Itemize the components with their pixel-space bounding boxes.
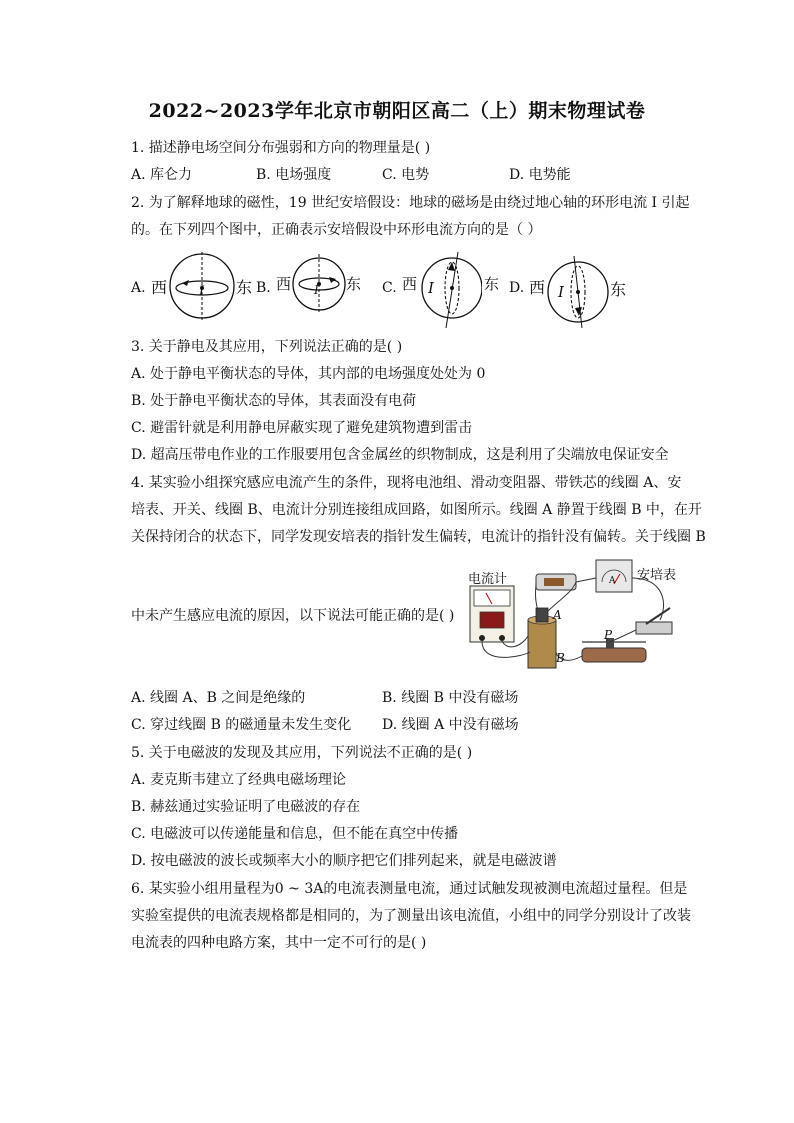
q4-option-b: B. 线圈 B 中没有磁场	[382, 690, 519, 706]
q2-option-d-figure	[546, 256, 610, 328]
q5-option-d: D. 按电磁波的波长或频率大小的顺序把它们排列起来，就是电磁波谱	[131, 853, 557, 869]
q5-stem: 5. 关于电磁波的发现及其应用，下列说法不正确的是( )	[131, 745, 473, 761]
q3-option-c: C. 避雷针就是利用静电屏蔽实现了避免建筑物遭到雷击	[131, 420, 473, 436]
q2-stem-line-2: 的。在下列四个图中，正确表示安培假设中环形电流方向的是（ ）	[131, 222, 542, 238]
q3-option-b: B. 处于静电平衡状态的导体，其表面没有电荷	[131, 393, 417, 409]
q2-d-west-label: 西	[529, 278, 546, 297]
q2-d-current-label: I	[558, 283, 564, 301]
q2-option-d-letter: D.	[509, 280, 525, 296]
q2-stem-line-1: 2. 为了解释地球的磁性，19 世纪安培假设：地球的磁场是由绕过地心轴的环形电流 I 引起	[131, 195, 690, 211]
q6-stem-line-2: 实验室提供的电流表规格都是相同的，为了测量出该电流值，小组中的同学分别设计了改装	[131, 908, 691, 924]
q2-option-c-letter: C.	[382, 280, 397, 296]
q4-stem-line-3: 关保持闭合的状态下，同学发现安培表的指针发生偏转，电流计的指针没有偏转。关于线圈 B	[131, 529, 706, 545]
q3-stem: 3. 关于静电及其应用，下列说法正确的是( )	[131, 339, 403, 355]
q4-ammeter-label: 安培表	[637, 568, 677, 583]
q5-option-b: B. 赫兹通过实验证明了电磁波的存在	[131, 799, 361, 815]
q3-option-a: A. 处于静电平衡状态的导体，其内部的电场强度处处为 0	[131, 366, 486, 382]
q4-stem-line-1: 4. 某实验小组探究感应电流产生的条件，现将电池组、滑动变阻器、带铁芯的线圈 A、安	[131, 475, 682, 491]
q2-b-current-label: I	[314, 283, 319, 297]
q2-b-west-label: 西	[276, 275, 292, 293]
q2-c-current-label: I	[428, 279, 434, 297]
q4-option-d: D. 线圈 A 中没有磁场	[382, 717, 519, 733]
q3-option-d: D. 超高压带电作业的工作服要用包含金属丝的织物制成，这是利用了尖端放电保证安全	[131, 447, 669, 463]
q4-option-a: A. 线圈 A、B 之间是绝缘的	[131, 690, 306, 706]
q6-stem-line-1: 6. 某实验小组用量程为0 ~ 3A的电流表测量电流，通过试触发现被测电流超过量程。但是	[131, 881, 688, 897]
q2-a-east-label: 东	[236, 278, 253, 297]
q2-option-a-letter: A.	[131, 280, 146, 296]
q2-a-current-label: I	[199, 284, 205, 299]
q1-option-c: C. 电势	[382, 167, 430, 183]
q2-b-east-label: 东	[346, 275, 362, 293]
page-title: 2022~2023学年北京市朝阳区高二（上）期末物理试卷	[148, 100, 646, 122]
q2-c-west-label: 西	[402, 275, 418, 293]
q1-option-d: D. 电势能	[509, 167, 571, 183]
q4-galvanometer-label: 电流计	[468, 572, 508, 587]
q2-c-east-label: 东	[484, 275, 500, 293]
q2-a-west-label: 西	[151, 278, 168, 297]
q4-coil-b-label: B	[556, 651, 565, 665]
q1-option-b: B. 电场强度	[256, 167, 332, 183]
q2-option-b-letter: B.	[256, 280, 271, 296]
q2-option-b-figure	[292, 254, 346, 314]
q4-coil-a-label: A	[553, 608, 562, 622]
q4-slider-label: P	[604, 628, 613, 642]
q1-stem: 1. 描述静电场空间分布强弱和方向的物理量是( )	[131, 140, 431, 156]
q5-option-c: C. 电磁波可以传递能量和信息，但不能在真空中传播	[131, 826, 459, 842]
q2-d-east-label: 东	[610, 280, 627, 299]
q4-option-c: C. 穿过线圈 B 的磁通量未发生变化	[131, 717, 352, 733]
q1-option-a: A. 库仑力	[131, 167, 193, 183]
q4-stem-line-2: 培表、开关、线圈 B、电流计分别连接组成回路，如图所示。线圈 A 静置于线圈 B 中，在开	[131, 502, 702, 518]
q4-ammeter-letter: A	[609, 576, 616, 586]
q6-stem-line-3: 电流表的四种电路方案，其中一定不可行的是( )	[131, 935, 427, 951]
q4-stem-line-4: 中未产生感应电流的原因，以下说法可能正确的是( )	[131, 608, 455, 624]
q5-option-a: A. 麦克斯韦建立了经典电磁场理论	[131, 772, 347, 788]
